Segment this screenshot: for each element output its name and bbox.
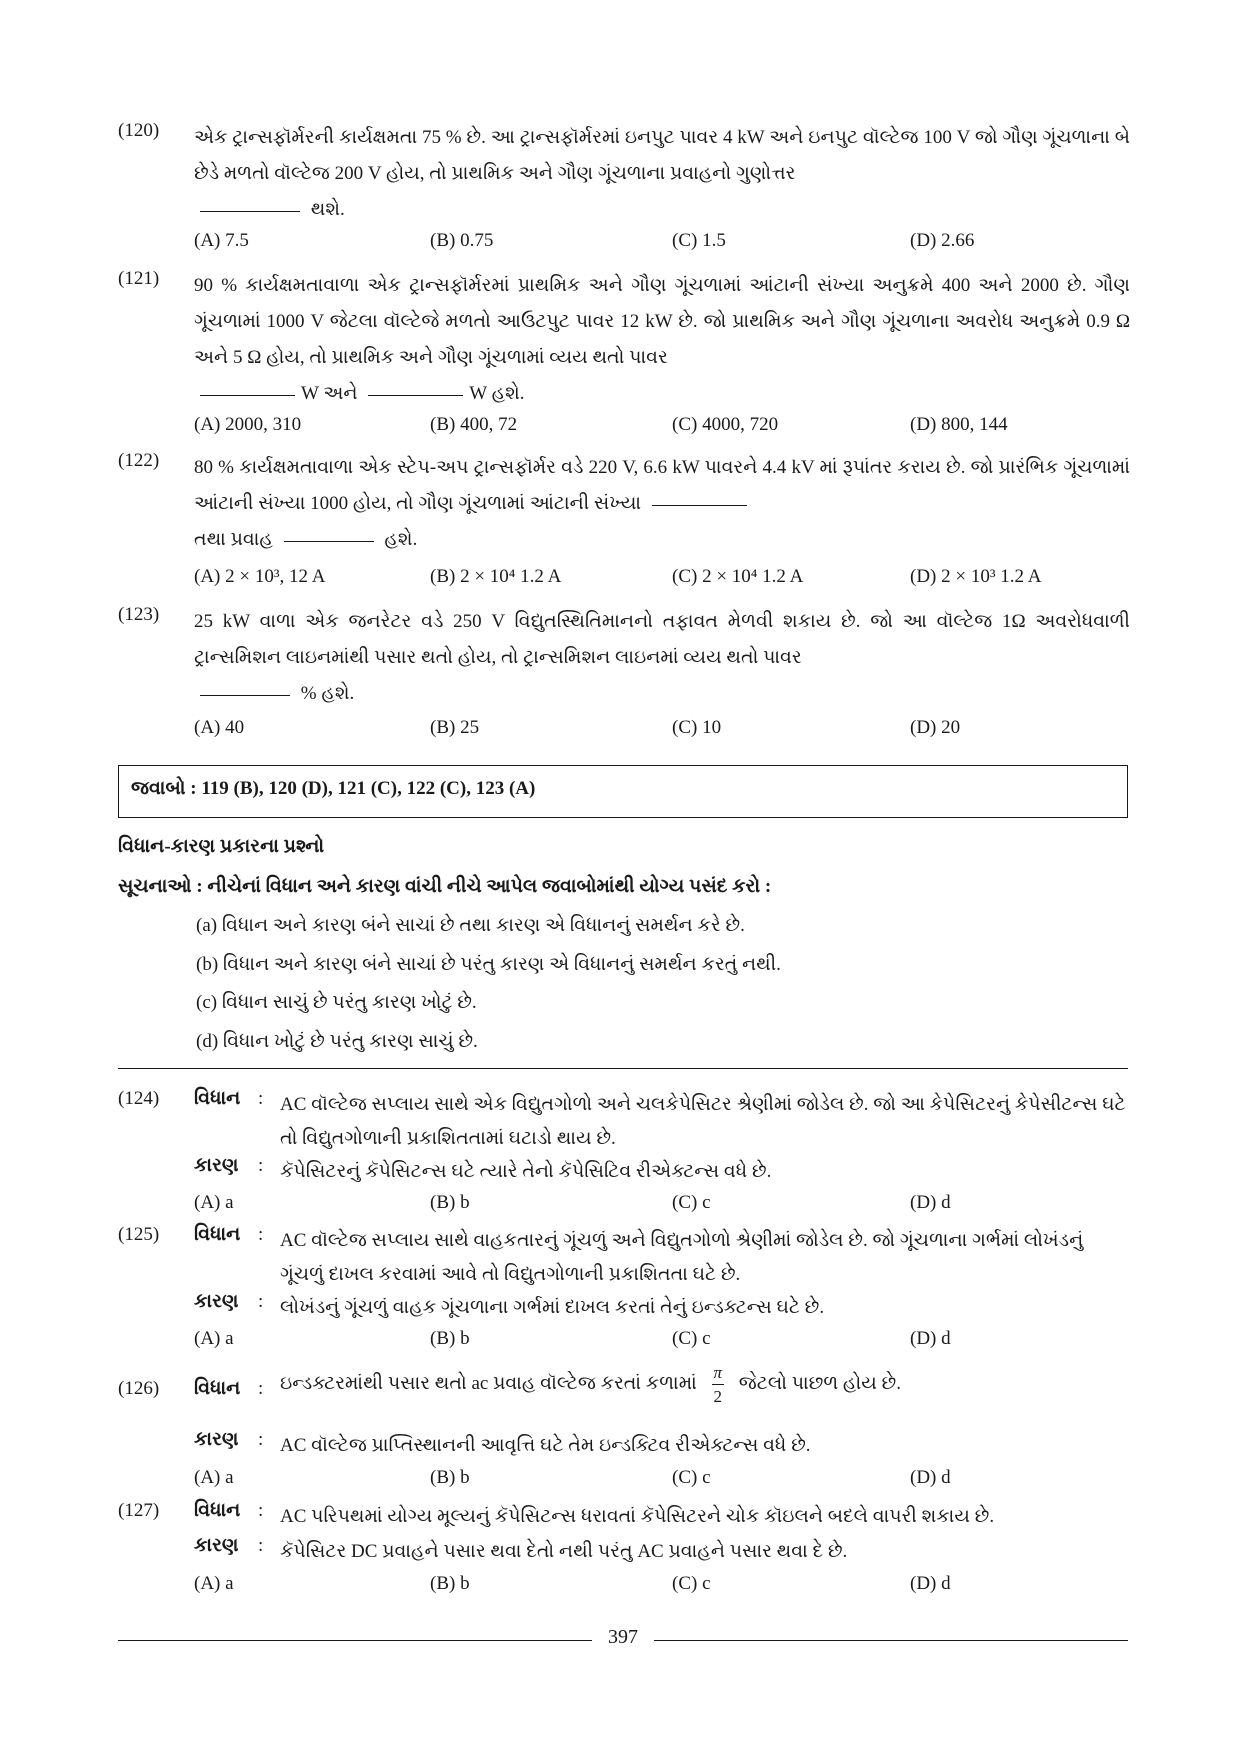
question-tail: % હશે. (300, 683, 355, 704)
option-d: (D) 20 (910, 717, 961, 738)
statement-colon: : (258, 1224, 264, 1245)
section-instructions: સૂચનાઓ : નીચેનાં વિધાન અને કારણ વાંચી નીચે આપેલ જવાબોમાંથી યોગ્ય પસંદ કરો : (118, 876, 772, 897)
reason-127 (118, 1535, 1130, 1569)
option-c: (C) c (672, 1328, 711, 1349)
option-b: (B) b (430, 1328, 470, 1349)
reason-text: લોખંડનું ગૂંચળું વાહક ગૂંચળાના ગર્ભમાં દાખલ કરતાં તેનું ઇન્ડક્ટન્સ ઘટે છે. (280, 1297, 825, 1318)
options-120 (194, 230, 1134, 260)
answer-key-colon: : (190, 778, 202, 799)
reason-label: કારણ (194, 1535, 239, 1556)
option-d: (D) 2.66 (910, 230, 975, 251)
option-c: (C) 4000, 720 (672, 414, 779, 435)
option-a: (A) a (194, 1328, 234, 1349)
question-number: (120) (118, 120, 160, 141)
option-c: (C) 10 (672, 717, 722, 738)
choice-d: (d) વિધાન ખોટું છે પરંતુ કારણ સાચું છે. (196, 1031, 478, 1052)
option-a: (A) 7.5 (194, 230, 249, 251)
reason-text: કૅપેસિટરનું કૅપેસિટન્સ ઘટે ત્યારે તેનો કૅપેસિટિવ રીએક્ટન્સ વધે છે. (280, 1161, 772, 1182)
option-c: (C) c (672, 1467, 711, 1488)
option-b: (B) 2 × 10⁴ 1.2 A (430, 566, 562, 587)
question-body: 80 % કાર્યક્ષમતાવાળા એક સ્ટેપ-અપ ટ્રાન્સફૉર્મર વડે 220 V, 6.6 kW પાવરને 4.4 kV માં રૂપાંતર કરાય છે. જો પ્રારંભિક ગૂંચળામાં આંટાની સંખ્યા 1000 હોય, તો ગૌણ ગૂંચળામાં આંટાની સંખ્યા (194, 457, 1130, 514)
assertion-124 (118, 1088, 1130, 1156)
choice-c: (c) વિધાન સાચું છે પરંતુ કારણ ખોટું છે. (196, 992, 477, 1013)
choice-a: (a) વિધાન અને કારણ બંને સાચાં છે તથા કારણ એ વિધાનનું સમર્થન કરે છે. (196, 915, 745, 936)
statement-colon: : (258, 1500, 264, 1521)
answer-blank (284, 540, 374, 542)
options-125 (194, 1328, 1134, 1358)
answer-key-text: 119 (B), 120 (D), 121 (C), 122 (C), 123 (A) (201, 778, 536, 799)
reason-colon: : (258, 1155, 264, 1176)
option-a: (A) 2000, 310 (194, 414, 302, 435)
statement-post: જેટલો પાછળ હોય છે. (738, 1372, 901, 1394)
reason-124 (118, 1155, 1130, 1189)
options-124 (194, 1192, 1134, 1222)
statement-text: AC વૉલ્ટેજ સપ્લાય સાથે વાહકતારનું ગૂંચળું અને વિદ્યુતગોળો શ્રેણીમાં જોડેલ છે. જો ગૂંચળાના ગર્ભમાં લોખંડનું ગૂંચળું દાખલ કરવામાં આવે તો વિદ્યુતગોળાની પ્રકાશિતતા ઘટે છે. (280, 1230, 1084, 1285)
options-126 (194, 1467, 1134, 1497)
question-number: (126) (118, 1378, 160, 1399)
question-123 (118, 604, 1130, 712)
option-b: (B) b (430, 1467, 470, 1488)
question-number: (121) (118, 268, 160, 289)
fraction-numerator: π (712, 1364, 725, 1385)
section-title: વિધાન-કારણ પ્રકારના પ્રશ્નો (118, 836, 325, 857)
pi-over-two-fraction (712, 1364, 725, 1405)
answer-key-label: જવાબો (131, 778, 186, 799)
question-tail: W હશે. (469, 383, 525, 404)
reason-text: કૅપેસિટર DC પ્રવાહને પસાર થવા દેતો નથી પરંતુ AC પ્રવાહને પસાર થવા દે છે. (280, 1541, 848, 1562)
question-body: 90 % કાર્યક્ષમતાવાળા એક ટ્રાન્સફૉર્મરમાં પ્રાથમિક અને ગૌણ ગૂંચળામાં આંટાની સંખ્યા અનુક્રમે 400 અને 2000 છે. ગૌણ ગૂંચળામાં 1000 V જેટલા વૉલ્ટેજે મળતો આઉટપુટ પાવર 12 kW છે. જો પ્રાથમિક અને ગૌણ ગૂંચળાના અવરોધ અનુક્રમે 0.9 Ω અને 5 Ω હોય, તો પ્રાથમિક અને ગૌણ ગૂંચળામાં વ્યય થતો પાવર (194, 275, 1130, 368)
option-b: (B) b (430, 1192, 470, 1213)
question-text (194, 120, 1130, 228)
reason-label: કારણ (194, 1291, 239, 1312)
options-121 (194, 414, 1134, 444)
option-b: (B) 0.75 (430, 230, 494, 251)
option-a: (A) a (194, 1573, 234, 1594)
option-d: (D) 800, 144 (910, 414, 1008, 435)
question-121 (118, 268, 1130, 412)
statement-label: વિધાન (194, 1224, 241, 1245)
footer-rule-left (118, 1640, 592, 1641)
statement-text: AC વૉલ્ટેજ સપ્લાય સાથે એક વિદ્યુતગોળો અને ચલકેપેસિટર શ્રેણીમાં જોડેલ છે. જો આ કેપેસિટરનું કેપેસીટન્સ ઘટે તો વિદ્યુતગોળાની પ્રકાશિતતામાં ઘટાડો થાય છે. (280, 1094, 1126, 1149)
option-c: (C) c (672, 1573, 711, 1594)
answer-blank (200, 694, 290, 696)
reason-colon: : (258, 1291, 264, 1312)
option-d: (D) d (910, 1192, 951, 1213)
question-120 (118, 120, 1130, 228)
statement-label: વિધાન (194, 1500, 241, 1521)
statement-label: વિધાન (194, 1088, 241, 1109)
option-d: (D) d (910, 1328, 951, 1349)
question-number: (125) (118, 1224, 160, 1245)
question-text (194, 450, 1130, 558)
fraction-denominator: 2 (713, 1387, 723, 1406)
reason-126 (118, 1429, 1130, 1463)
question-number: (124) (118, 1088, 160, 1109)
option-a: (A) 40 (194, 717, 245, 738)
statement-pre: ઇન્ડક્ટરમાંથી પસાર થતો ac પ્રવાહ વૉલ્ટેજ કરતાં કળામાં (280, 1372, 697, 1394)
question-text (194, 604, 1130, 712)
option-c: (C) 2 × 10⁴ 1.2 A (672, 566, 804, 587)
assertion-126 (118, 1363, 1130, 1419)
assertion-125 (118, 1224, 1130, 1292)
question-tail: થશે. (310, 199, 345, 220)
question-number: (122) (118, 450, 160, 471)
option-a: (A) 2 × 10³, 12 A (194, 566, 326, 587)
answer-blank (200, 210, 300, 212)
question-text (194, 268, 1130, 412)
option-d: (D) 2 × 10³ 1.2 A (910, 566, 1042, 587)
statement-colon: : (258, 1378, 264, 1399)
reason-colon: : (258, 1429, 264, 1450)
question-body: એક ટ્રાન્સફૉર્મરની કાર્યક્ષમતા 75 % છે. આ ટ્રાન્સફૉર્મરમાં ઇનપુટ પાવર 4 kW અને ઇનપુટ વૉલ્ટેજ 100 V જો ગૌણ ગૂંચળાના બે છેડે મળતો વૉલ્ટેજ 200 V હોય, તો પ્રાથમિક અને ગૌણ ગૂંચળાના પ્રવાહનો ગુણોત્તર (194, 127, 1130, 184)
options-127 (194, 1573, 1134, 1603)
statement-label: વિધાન (194, 1378, 241, 1399)
answer-key-box (118, 765, 1128, 818)
option-d: (D) d (910, 1573, 951, 1594)
assertion-127 (118, 1500, 1130, 1534)
reason-label: કારણ (194, 1429, 239, 1450)
question-number: (123) (118, 604, 160, 625)
option-c: (C) c (672, 1192, 711, 1213)
option-b: (B) 400, 72 (430, 414, 518, 435)
choice-b: (b) વિધાન અને કારણ બંને સાચાં છે પરંતુ કારણ એ વિધાનનું સમર્થન કરતું નથી. (196, 954, 781, 975)
statement-text: AC પરિપથમાં યોગ્ય મૂલ્યનું કૅપેસિટન્સ ધરાવતાં કૅપેસિટરને ચોક કૉઇલને બદલે વાપરી શકાય છે. (280, 1506, 995, 1527)
option-c: (C) 1.5 (672, 230, 726, 251)
option-a: (A) a (194, 1192, 234, 1213)
question-tail: હશે. (384, 529, 418, 550)
reason-colon: : (258, 1535, 264, 1556)
answer-blank (200, 394, 295, 396)
reason-label: કારણ (194, 1155, 239, 1176)
option-d: (D) d (910, 1467, 951, 1488)
question-body: 25 kW વાળા એક જનરેટર વડે 250 V વિદ્યુતસ્થિતિમાનનો તફાવત મેળવી શકાય છે. જો આ વૉલ્ટેજ 1Ω અવરોધવાળી ટ્રાન્સમિશન લાઇનમાંથી પસાર થતો હોય, તો ટ્રાન્સમિશન લાઇનમાં વ્યય થતો પાવર (194, 611, 1130, 668)
answer-blank (368, 394, 463, 396)
page-number: 397 (608, 1626, 638, 1648)
option-b: (B) 25 (430, 717, 480, 738)
question-122 (118, 450, 1130, 558)
options-123 (194, 717, 1134, 747)
question-mid: W અને (301, 383, 358, 404)
option-b: (B) b (430, 1573, 470, 1594)
section-divider (118, 1068, 1128, 1069)
question-number: (127) (118, 1500, 160, 1521)
statement-text (280, 1364, 1130, 1405)
reason-text: AC વૉલ્ટેજ પ્રાપ્તિસ્થાનની આવૃત્તિ ઘટે તેમ ઇન્ડક્ટિવ રીએક્ટન્સ વધે છે. (280, 1435, 811, 1456)
statement-colon: : (258, 1088, 264, 1109)
reason-125 (118, 1291, 1130, 1325)
options-122 (194, 566, 1134, 596)
answer-blank (652, 504, 747, 506)
question-mid: તથા પ્રવાહ (194, 529, 273, 550)
footer-rule-right (654, 1640, 1128, 1641)
option-a: (A) a (194, 1467, 234, 1488)
